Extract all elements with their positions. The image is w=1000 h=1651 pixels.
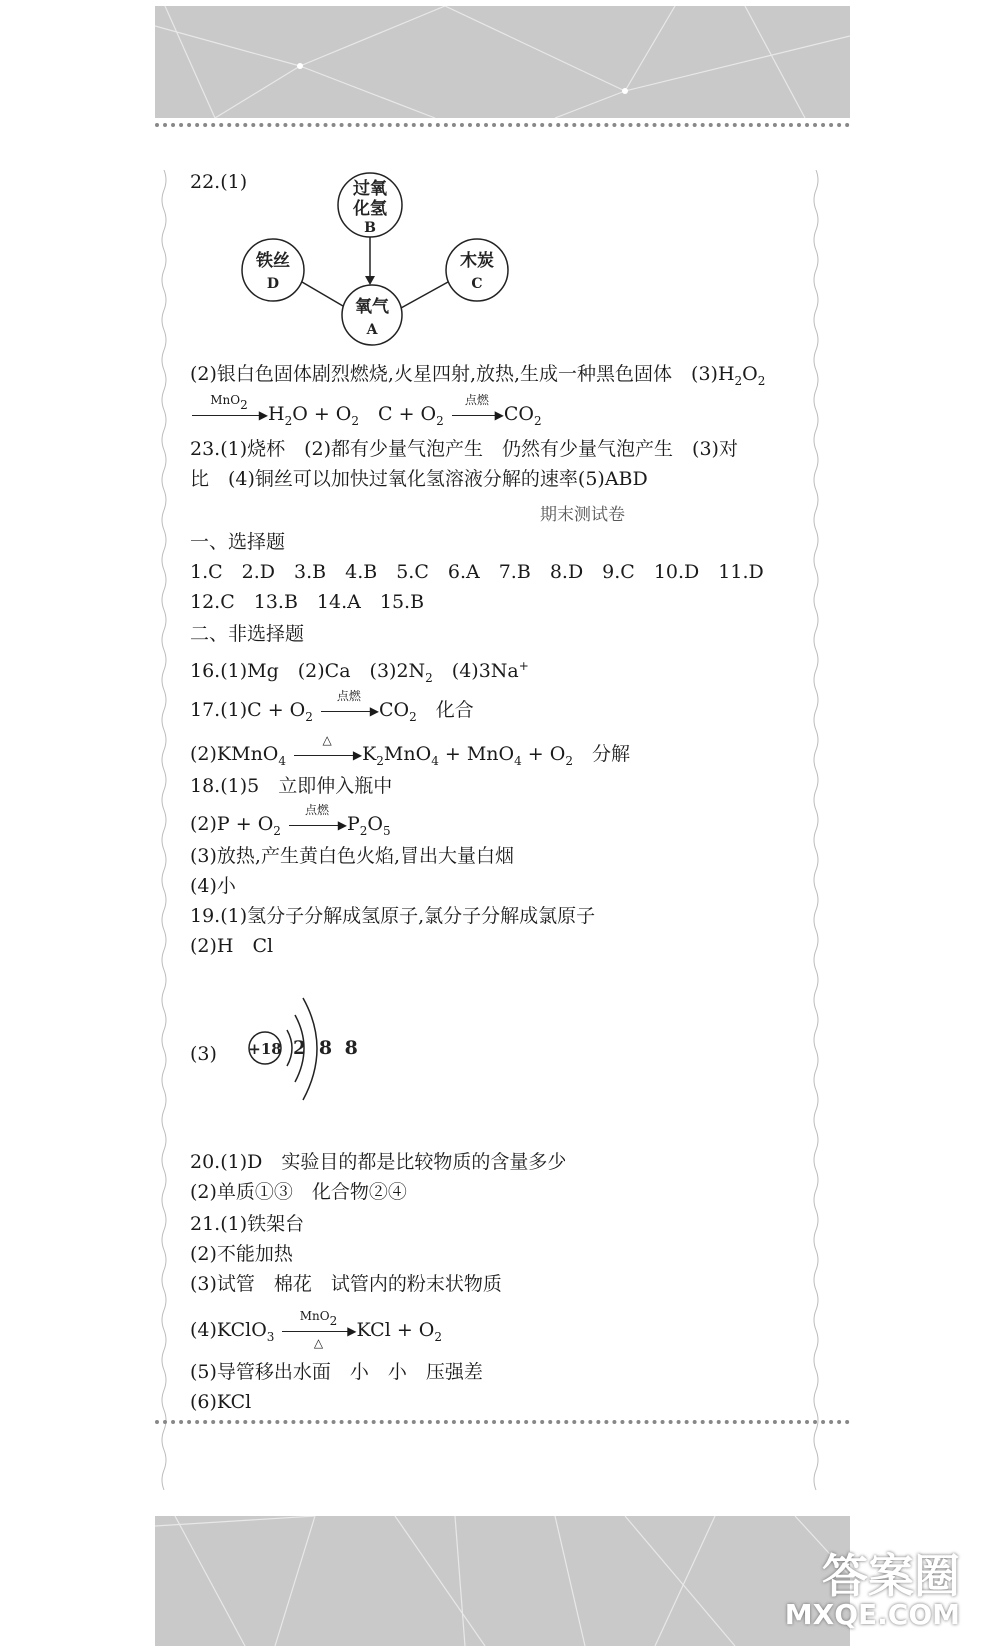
heat-arrow: △ ▶ xyxy=(294,750,360,760)
q21-line1: 21.(1)铁架台 xyxy=(190,1213,305,1235)
q23-line1: 23.(1)烧杯 (2)都有少量气泡产生 仍然有少量气泡产生 (3)对 xyxy=(190,438,738,460)
watermark-url: MXQE.COM xyxy=(784,1598,960,1631)
left-wavy-border xyxy=(160,170,168,1500)
electron-shells: 2 8 8 xyxy=(293,1037,361,1059)
q17-line1: $17.(1)C + O_2$ 点燃 ▶ $CO_2$ 化合 xyxy=(190,689,474,724)
node-b-text1: 过氧 xyxy=(353,179,387,199)
node-b-letter: B xyxy=(364,220,376,236)
node-c-letter: C xyxy=(471,276,483,292)
q16: 16.(1)Mg (2)Ca $(3)2N_2$ (4)3Na+ xyxy=(190,659,529,685)
part2-heading: 二、非选择题 xyxy=(190,623,305,645)
catalyst-heat-arrow: MnO2 ▶ △ xyxy=(282,1326,354,1336)
node-c-text: 木炭 xyxy=(460,251,494,271)
q22-part2: (2)银白色固体剧烈燃烧,火星四射,放热,生成一种黑色固体 $(3)H_2O_2$ xyxy=(190,363,766,388)
q22-equations: MnO2 ▶ $H_2O + O_2$ $C + O_2$ 点燃 ▶ $CO_2$ xyxy=(190,402,542,433)
q21-line4: (4)KClO$_3$ MnO2 ▶ △ KCl + $O_2$ xyxy=(190,1309,442,1350)
section-title: 期末测试卷 xyxy=(540,505,625,525)
top-dashed-divider xyxy=(155,123,850,127)
oxygen-relationship-diagram xyxy=(240,170,540,360)
q18-line3: (3)放热,产生黄白色火焰,冒出大量白烟 xyxy=(190,845,514,867)
ignite-arrow: 点燃 ▶ xyxy=(289,820,345,830)
node-a-text: 氧气 xyxy=(355,297,389,317)
ignite-arrow: 点燃 ▶ xyxy=(321,706,377,716)
right-wavy-border xyxy=(812,170,820,1500)
q21-line5: (5)导管移出水面 小 小 压强差 xyxy=(190,1361,483,1383)
watermark-logo: 答案圈 xyxy=(822,1549,960,1603)
q23-line2: 比 (4)铜丝可以加快过氧化氢溶液分解的速率(5)ABD xyxy=(190,468,648,490)
node-a-letter: A xyxy=(366,322,378,338)
q19-line2: (2)H Cl xyxy=(190,935,274,957)
q18-line1: 18.(1)5 立即伸入瓶中 xyxy=(190,775,393,797)
q22-label: 22.(1) xyxy=(190,171,248,193)
part1-heading: 一、选择题 xyxy=(190,531,286,553)
argon-atom-structure-diagram xyxy=(245,990,365,1105)
q20-line1: 20.(1)D 实验目的都是比较物质的含量多少 xyxy=(190,1151,567,1173)
q18-line2: $(2)P + O_2$ 点燃 ▶ $P_2O_5$ xyxy=(190,803,391,838)
q21-line3: (3)试管 棉花 试管内的粉末状物质 xyxy=(190,1273,502,1295)
q21-line2: (2)不能加热 xyxy=(190,1243,293,1265)
bottom-decorative-banner xyxy=(155,1516,850,1646)
q17-line2: (2)KMnO$_4$ △ ▶ $K_2MnO_4 + MnO_4 + O_2$ 分解 xyxy=(190,733,630,768)
q19-line3: (3) xyxy=(190,1043,217,1065)
node-b-text2: 化氢 xyxy=(353,199,387,219)
top-decorative-banner xyxy=(155,6,850,118)
q21-line6: (6)KCl xyxy=(190,1391,252,1413)
answers-row1: 1.C 2.D 3.B 4.B 5.C 6.A 7.B 8.D 9.C 10.D 11.D xyxy=(190,561,764,583)
q18-line4: (4)小 xyxy=(190,875,236,897)
bottom-dashed-divider xyxy=(155,1420,850,1424)
nucleus-charge: +18 xyxy=(248,1040,282,1058)
node-d-text: 铁丝 xyxy=(256,251,290,271)
q20-line2: (2)单质①③ 化合物②④ xyxy=(190,1181,407,1203)
catalyst-arrow: MnO2 ▶ xyxy=(192,410,266,420)
ignite-arrow: 点燃 ▶ xyxy=(452,410,502,420)
q19-line1: 19.(1)氢分子分解成氢原子,氯分子分解成氯原子 xyxy=(190,905,596,927)
answers-row2: 12.C 13.B 14.A 15.B xyxy=(190,591,425,613)
node-d-letter: D xyxy=(266,276,280,292)
